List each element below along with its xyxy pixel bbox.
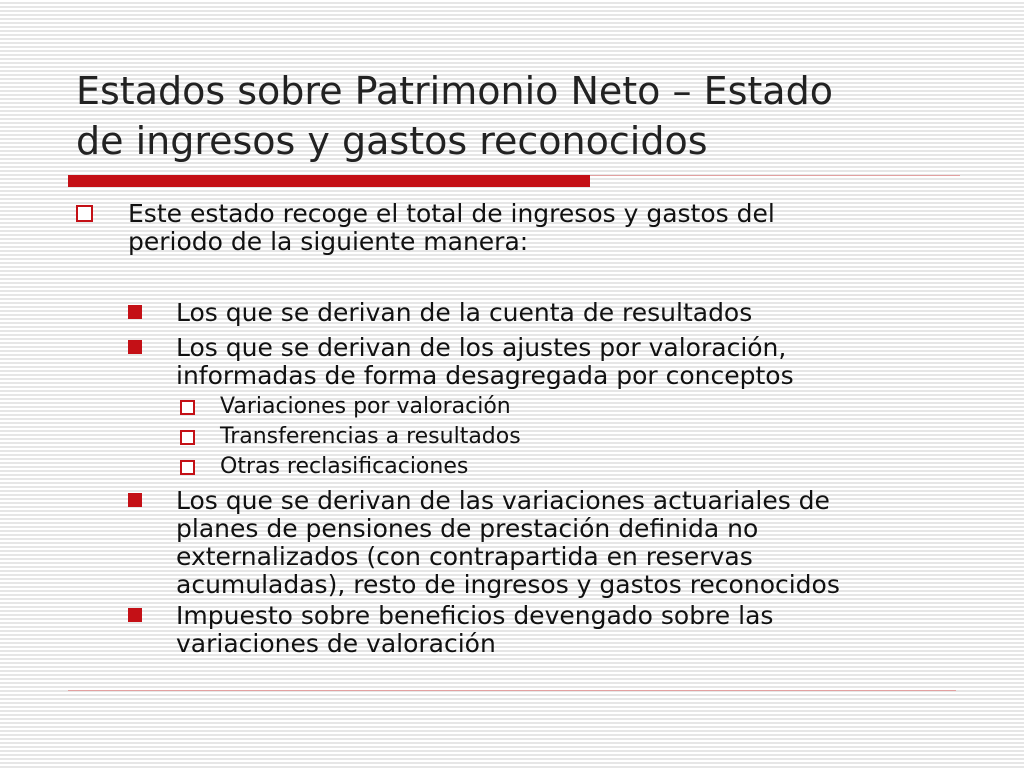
- filled-square-bullet-icon: [128, 493, 142, 507]
- sub-bullet-item: [176, 334, 794, 390]
- sub-sub-bullet-text: Transferencias a resultados: [220, 424, 521, 449]
- hollow-square-bullet-icon: [76, 205, 93, 222]
- sub-bullet-text-line: externalizados (con contrapartida en reservas: [176, 542, 753, 571]
- slide-title-line-1: Estados sobre Patrimonio Neto – Estado: [76, 69, 833, 113]
- sub-bullet-item: [176, 487, 840, 599]
- bullet-text-line: periodo de la siguiente manera:: [128, 227, 529, 256]
- hollow-square-bullet-icon: [180, 430, 195, 445]
- footer-rule: [68, 690, 956, 691]
- sub-bullet-text-line: informadas de forma desagregada por conceptos: [176, 361, 794, 390]
- slide-title-line-2: de ingresos y gastos reconocidos: [76, 119, 708, 163]
- sub-sub-bullet-item: [220, 452, 468, 482]
- hollow-square-bullet-icon: [180, 460, 195, 475]
- sub-sub-bullet-item: [220, 392, 511, 422]
- sub-bullet-text-line: Los que se derivan de la cuenta de resultados: [176, 298, 753, 327]
- sub-bullet-item: [176, 602, 773, 658]
- bullet-item-intro: [128, 200, 775, 256]
- sub-bullet-item: [176, 299, 752, 327]
- filled-square-bullet-icon: [128, 608, 142, 622]
- sub-sub-bullet-text: Otras reclasificaciones: [220, 454, 469, 479]
- sub-bullet-text-line: Los que se derivan de las variaciones actuariales de: [176, 486, 830, 515]
- hollow-square-bullet-icon: [180, 400, 195, 415]
- sub-bullet-text-line: Impuesto sobre beneficios devengado sobre las: [176, 601, 774, 630]
- filled-square-bullet-icon: [128, 305, 142, 319]
- sub-sub-bullet-text: Variaciones por valoración: [220, 394, 511, 419]
- sub-bullet-text-line: planes de pensiones de prestación definida no: [176, 514, 759, 543]
- sub-bullet-text-line: Los que se derivan de los ajustes por valoración,: [176, 333, 787, 362]
- sub-bullet-text-line: variaciones de valoración: [176, 629, 496, 658]
- sub-sub-bullet-item: [220, 422, 521, 452]
- bullet-text-line: Este estado recoge el total de ingresos y gastos del: [128, 199, 775, 228]
- sub-bullet-text-line: acumuladas), resto de ingresos y gastos reconocidos: [176, 570, 840, 599]
- filled-square-bullet-icon: [128, 340, 142, 354]
